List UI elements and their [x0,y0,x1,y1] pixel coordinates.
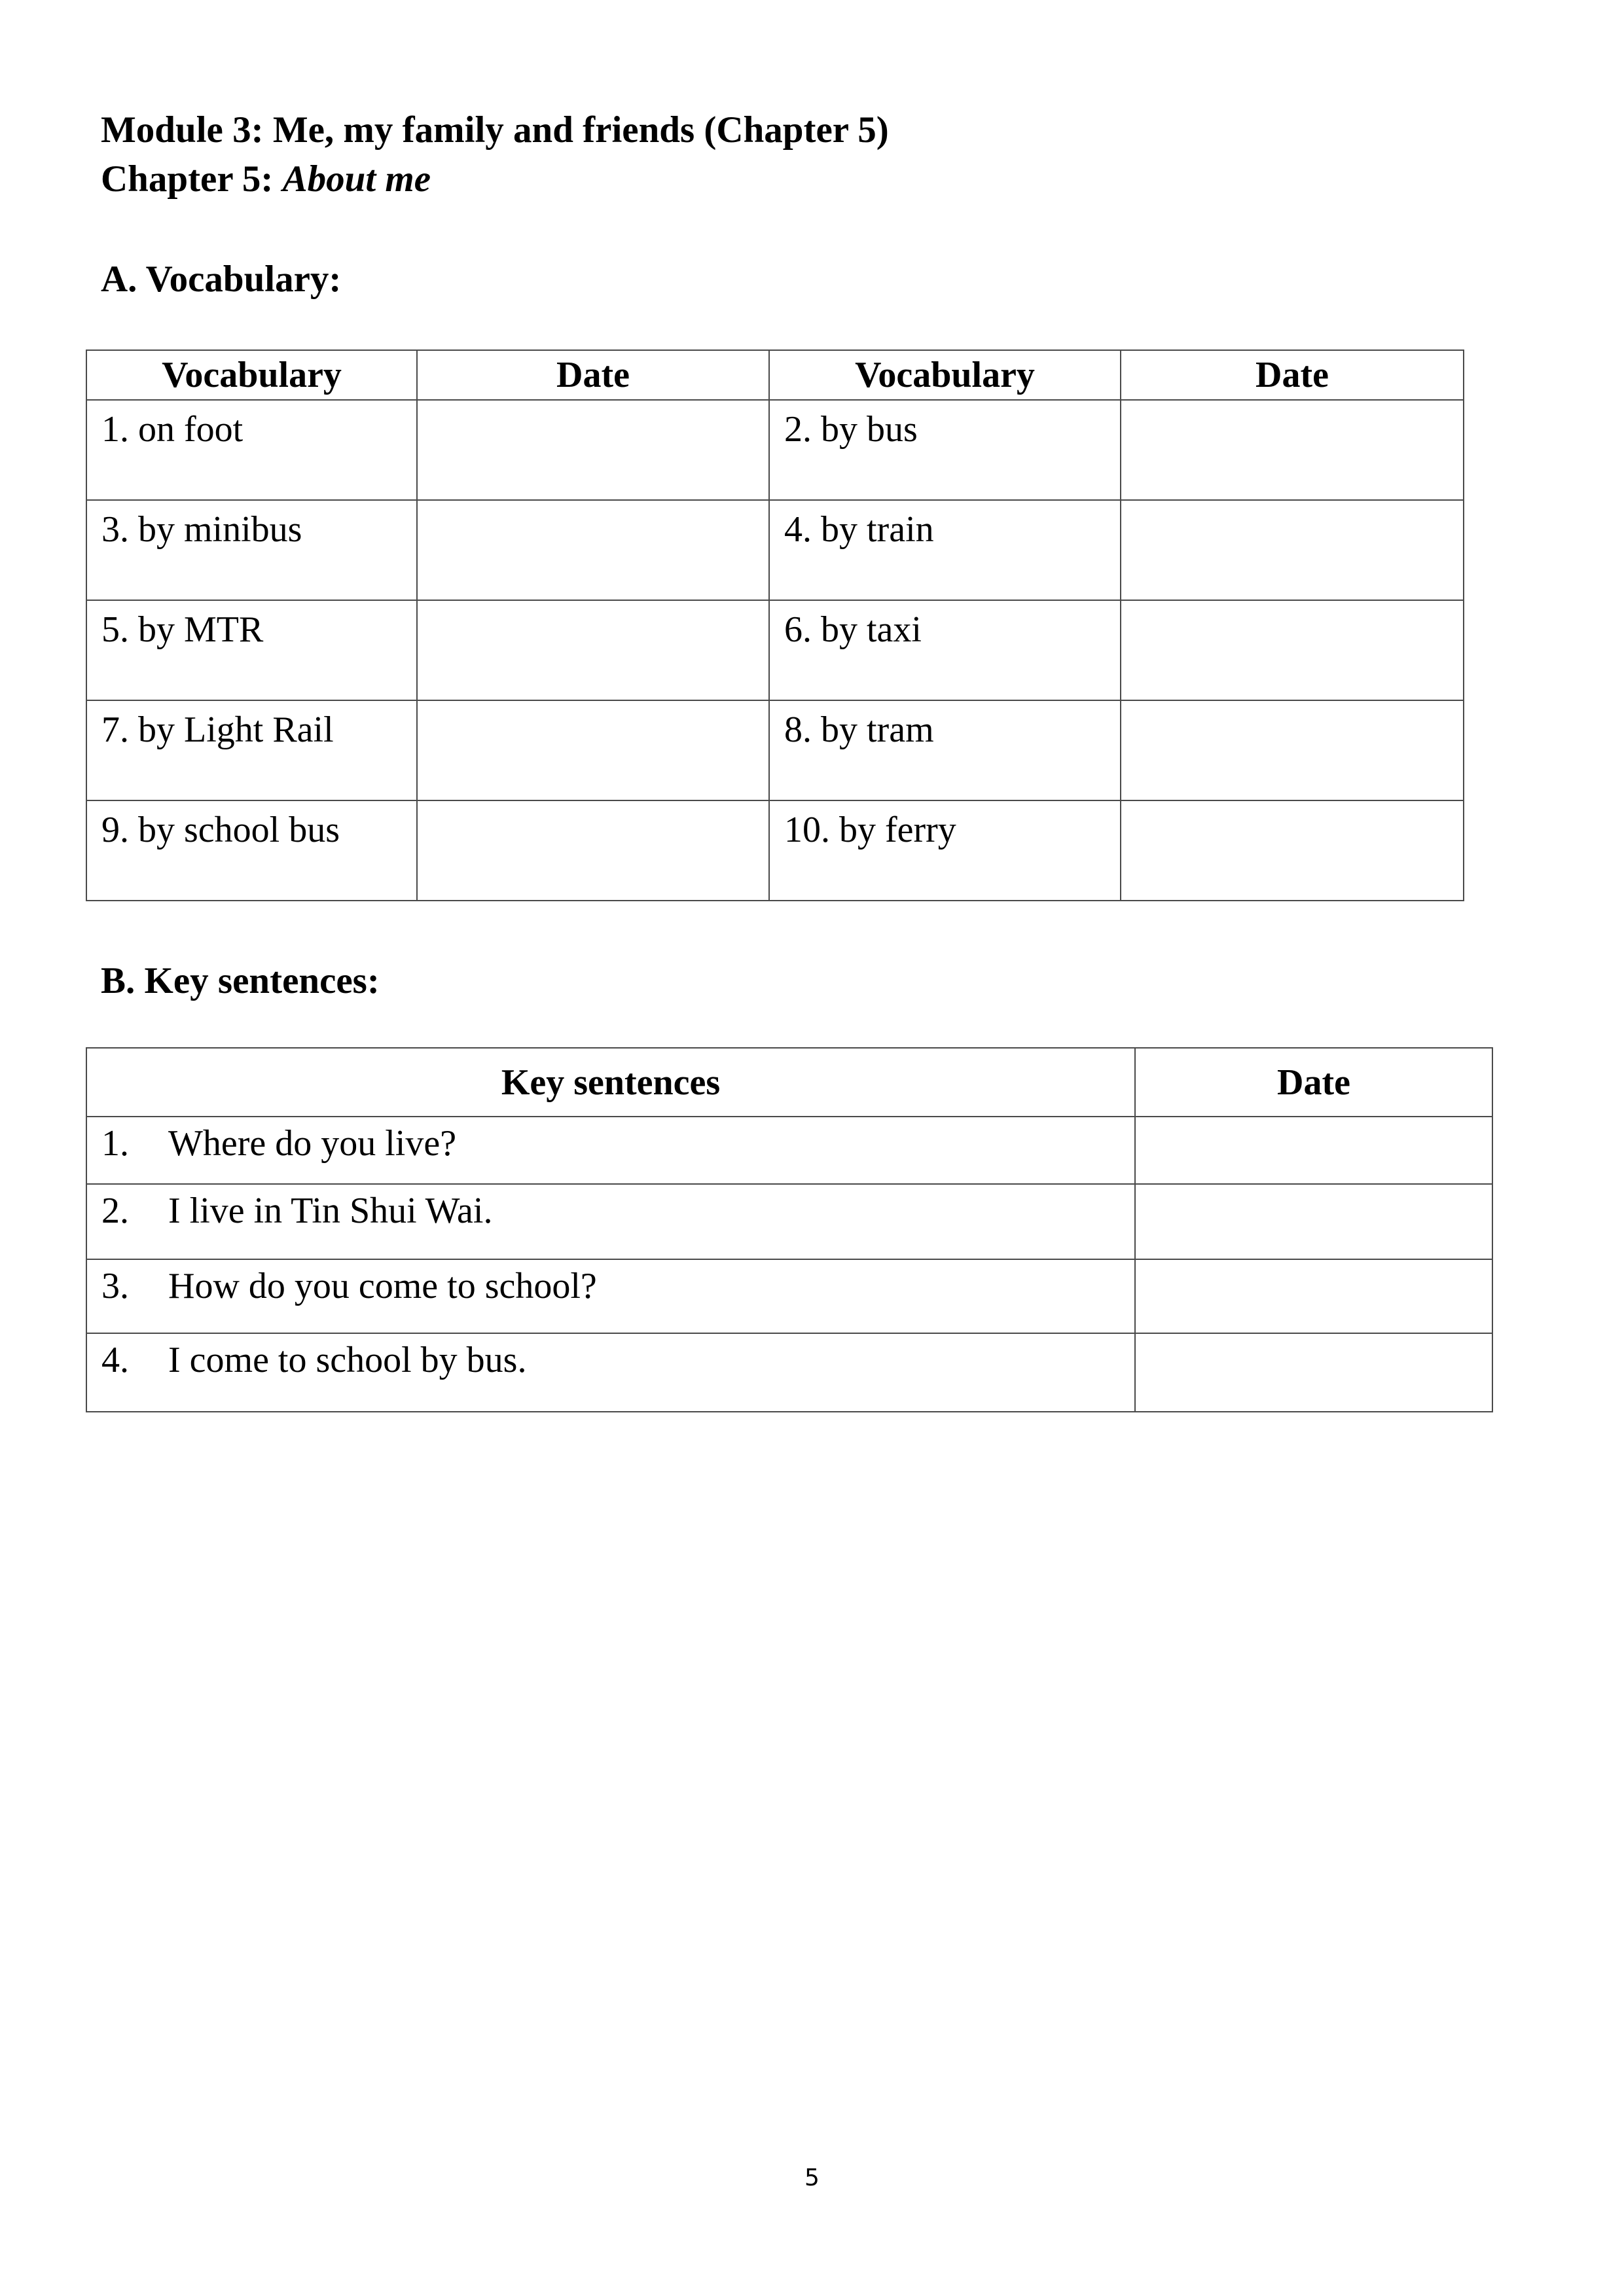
chapter-title [101,160,431,198]
date-cell[interactable] [417,700,769,800]
sentence-number: 2. [101,1191,129,1231]
vocabulary-cell [86,800,417,901]
section-a-title: A. Vocabulary: [101,259,342,300]
date-value [418,401,768,411]
date-value [1136,1334,1492,1342]
sentence-number: 4. [101,1340,129,1380]
date-value [1136,1117,1492,1125]
date-value [1121,801,1463,812]
column-header-vocabulary: Vocabulary [86,350,417,400]
date-value [1121,601,1463,611]
date-value [418,701,768,711]
column-header-date: Date [1135,1048,1492,1117]
vocabulary-cell [769,600,1121,700]
vocabulary-item: 4. by train [784,509,934,550]
date-cell[interactable] [1121,500,1464,600]
date-value [1136,1185,1492,1193]
date-value [1121,401,1463,411]
vocabulary-item: 7. by Light Rail [101,709,334,750]
sentence-number: 1. [101,1123,129,1164]
date-value [418,501,768,511]
date-cell[interactable] [1135,1259,1492,1333]
sentence-cell [86,1259,1135,1333]
date-cell[interactable] [417,500,769,600]
vocabulary-item: 8. by tram [784,709,934,750]
key-sentences-table-header [86,1048,1492,1117]
date-cell[interactable] [417,800,769,901]
page-number: 5 [804,2164,820,2191]
vocabulary-cell [769,500,1121,600]
table-row [86,700,1464,800]
vocabulary-item: 9. by school bus [101,810,340,850]
sentence-text: I come to school by bus. [168,1340,527,1380]
sentence-text: How do you come to school? [168,1266,597,1306]
table-row [86,400,1464,500]
date-cell[interactable] [417,600,769,700]
vocabulary-cell [86,600,417,700]
date-value [1121,501,1463,511]
vocabulary-cell [86,500,417,600]
date-cell[interactable] [1121,800,1464,901]
date-value [1136,1260,1492,1268]
sentence-cell [86,1184,1135,1259]
table-row [86,1184,1492,1259]
vocabulary-cell [769,800,1121,901]
column-header-date: Date [1121,350,1464,400]
vocabulary-table-header [86,350,1464,400]
section-b-title: B. Key sentences: [101,960,380,1001]
vocabulary-item: 6. by taxi [784,609,922,650]
chapter-name: About me [282,158,431,200]
column-header-date: Date [417,350,769,400]
date-cell[interactable] [1121,400,1464,500]
vocabulary-item: 3. by minibus [101,509,302,550]
vocabulary-cell [86,400,417,500]
column-header-key-sentences: Key sentences [86,1048,1135,1117]
sentence-number: 3. [101,1266,129,1306]
table-row [86,500,1464,600]
date-cell[interactable] [1135,1117,1492,1184]
sentence-text: I live in Tin Shui Wai. [168,1191,493,1231]
sentence-cell [86,1333,1135,1412]
vocabulary-item: 5. by MTR [101,609,264,650]
date-value [1121,701,1463,711]
module-title: Module 3: Me, my family and friends (Chapter 5) [101,109,889,151]
vocabulary-item: 2. by bus [784,409,918,450]
date-cell[interactable] [1135,1333,1492,1412]
table-row [86,1117,1492,1184]
chapter-prefix: Chapter 5: [101,158,283,200]
sentence-cell [86,1117,1135,1184]
vocabulary-item: 10. by ferry [784,810,956,850]
vocabulary-cell [86,700,417,800]
vocabulary-item: 1. on foot [101,409,244,450]
table-row [86,1259,1492,1333]
date-value [418,801,768,812]
sentence-text: Where do you live? [168,1123,457,1164]
vocabulary-table [86,350,1464,901]
date-cell[interactable] [1121,700,1464,800]
table-row [86,800,1464,901]
column-header-vocabulary: Vocabulary [769,350,1121,400]
date-cell[interactable] [417,400,769,500]
date-cell[interactable] [1135,1184,1492,1259]
table-row [86,600,1464,700]
key-sentences-table [86,1047,1493,1412]
date-cell[interactable] [1121,600,1464,700]
vocabulary-cell [769,400,1121,500]
table-row [86,1333,1492,1412]
date-value [418,601,768,611]
vocabulary-cell [769,700,1121,800]
